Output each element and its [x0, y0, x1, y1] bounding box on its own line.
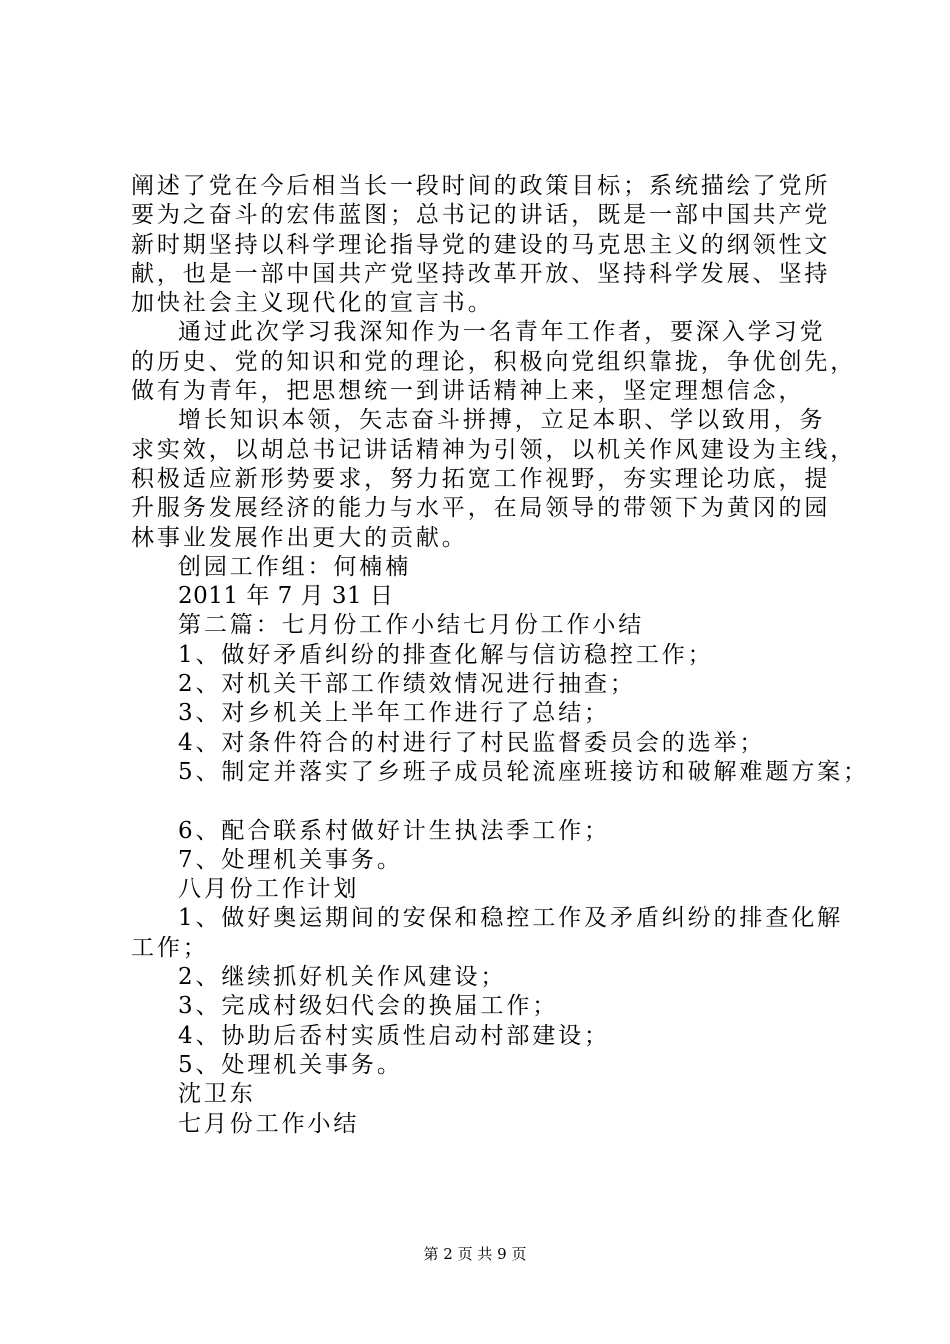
date: 2011 年 7 月 31 日 [178, 583, 394, 610]
paragraph-study [131, 318, 857, 406]
text-line: 做有为青年，把思想统一到讲话精神上来，坚定理想信念， [131, 378, 805, 405]
list-item: 6、配合联系村做好计生执法季工作； [178, 817, 610, 844]
july-summary-list [131, 641, 869, 875]
text-line: 阐述了党在今后相当长一段时间的政策目标；系统描绘了党所 [131, 173, 831, 199]
list-item: 3、完成村级妇代会的换届工作； [178, 993, 559, 1020]
text-line: 献，也是一部中国共产党坚持改革开放、坚持科学发展、坚持 [131, 260, 831, 287]
document-body [131, 172, 869, 1139]
section-title: 第二篇：七月份工作小结七月份工作小结 [178, 612, 645, 639]
blank-line [131, 787, 846, 816]
list-item: 2、对机关干部工作绩效情况进行抽查； [178, 671, 636, 698]
signature: 创园工作组：何楠楠 [178, 553, 412, 580]
list-item: 2、继续抓好机关作风建设； [178, 964, 507, 991]
list-item: 7、处理机关事务。 [178, 846, 403, 873]
text-line: 求实效，以胡总书记讲话精神为引领，以机关作风建设为主线， [131, 436, 857, 463]
text-line: 林事业发展作出更大的贡献。 [131, 524, 468, 551]
list-item: 4、对条件符合的村进行了村民监督委员会的选举； [178, 729, 766, 756]
paragraph-policy [131, 172, 846, 318]
text-line: 要为之奋斗的宏伟蓝图；总书记的讲话，既是一部中国共产党 [131, 202, 831, 229]
text-line: 加快社会主义现代化的宣言书。 [131, 290, 494, 317]
list-item: 1、做好奥运期间的安保和稳控工作及矛盾纠纷的排查化解 [178, 905, 844, 932]
closing-title: 七月份工作小结 [178, 1110, 360, 1137]
list-item-continuation: 工作； [131, 934, 209, 961]
author-name: 沈卫东 [178, 1081, 256, 1108]
list-item: 5、制定并落实了乡班子成员轮流座班接访和破解难题方案； [178, 758, 869, 785]
list-item: 1、做好矛盾纠纷的排查化解与信访稳控工作； [178, 641, 714, 668]
paragraph-knowledge [131, 406, 857, 552]
august-plan-list [131, 904, 846, 1080]
text-line: 增长知识本领，矢志奋斗拼搏，立足本职、学以致用，务 [178, 407, 826, 434]
text-line: 的历史、党的知识和党的理论，积极向党组织靠拢，争优创先， [131, 348, 857, 375]
list-item: 5、处理机关事务。 [178, 1051, 403, 1078]
text-line: 通过此次学习我深知作为一名青年工作者，要深入学习党 [178, 319, 826, 346]
august-plan-title: 八月份工作计划 [178, 876, 360, 903]
list-item: 3、对乡机关上半年工作进行了总结； [178, 700, 610, 727]
text-line: 新时期坚持以科学理论指导党的建设的马克思主义的纲领性文 [131, 231, 831, 258]
text-line: 积极适应新形势要求，努力拓宽工作视野，夯实理论功底，提 [131, 465, 831, 492]
list-item: 4、协助后岙村实质性启动村部建设； [178, 1022, 610, 1049]
page-number: 第 2 页 共 9 页 [423, 1245, 527, 1263]
text-line: 升服务发展经济的能力与水平，在局领导的带领下为黄冈的园 [131, 495, 831, 522]
